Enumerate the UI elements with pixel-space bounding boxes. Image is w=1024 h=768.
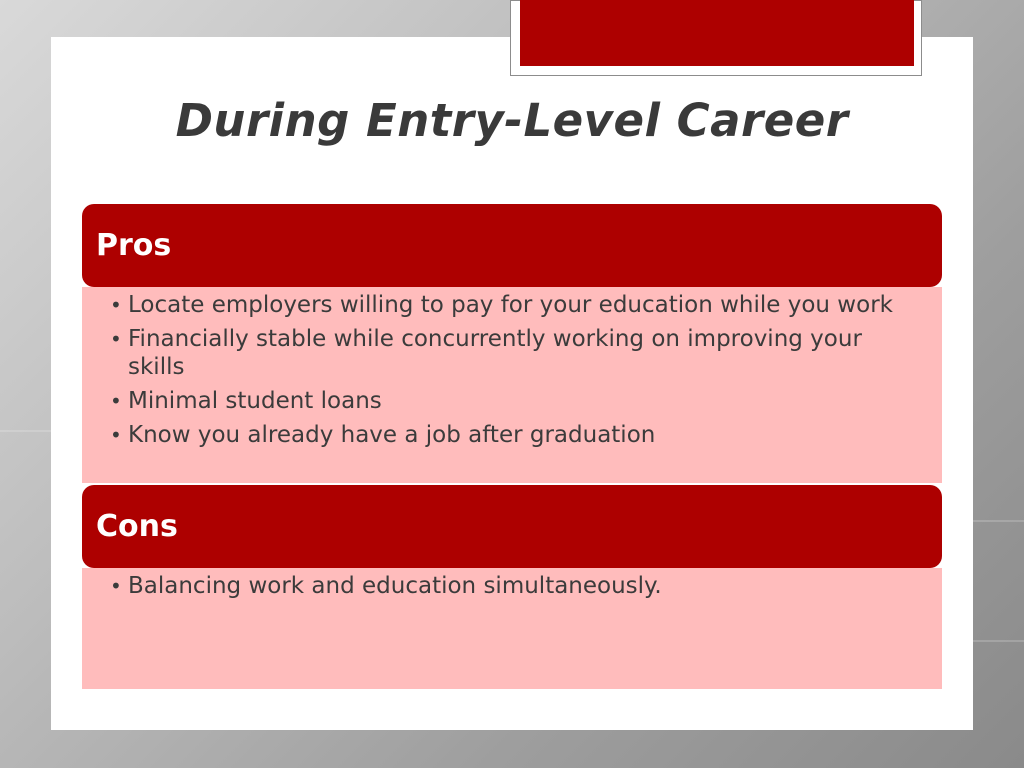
cons-body bbox=[82, 568, 942, 689]
list-item bbox=[110, 572, 912, 600]
list-item bbox=[110, 325, 912, 381]
list-item bbox=[110, 421, 912, 449]
bullet-icon: • bbox=[110, 423, 122, 447]
bullet-icon: • bbox=[110, 327, 122, 351]
accent-bar bbox=[520, 0, 914, 66]
list-item bbox=[110, 291, 912, 319]
cons-list bbox=[110, 572, 912, 600]
pros-heading: Pros bbox=[96, 228, 172, 263]
list-item-text: Financially stable while concurrently working on improving your skills bbox=[128, 326, 862, 380]
background-streak bbox=[0, 430, 52, 432]
list-item bbox=[110, 387, 912, 415]
bullet-icon: • bbox=[110, 293, 122, 317]
list-item-text: Minimal student loans bbox=[128, 388, 382, 414]
pros-header bbox=[82, 204, 942, 287]
list-item-text: Know you already have a job after graduation bbox=[128, 422, 656, 448]
bullet-icon: • bbox=[110, 389, 122, 413]
cons-heading: Cons bbox=[96, 509, 178, 544]
bullet-icon: • bbox=[110, 574, 122, 598]
list-item-text: Balancing work and education simultaneously. bbox=[128, 573, 662, 599]
background-streak bbox=[973, 520, 1024, 522]
cons-header bbox=[82, 485, 942, 568]
pros-list bbox=[110, 291, 912, 449]
list-item-text: Locate employers willing to pay for your education while you work bbox=[128, 292, 893, 318]
pros-body bbox=[82, 287, 942, 483]
background-streak bbox=[973, 640, 1024, 642]
slide-title: During Entry-Level Career bbox=[175, 94, 849, 147]
